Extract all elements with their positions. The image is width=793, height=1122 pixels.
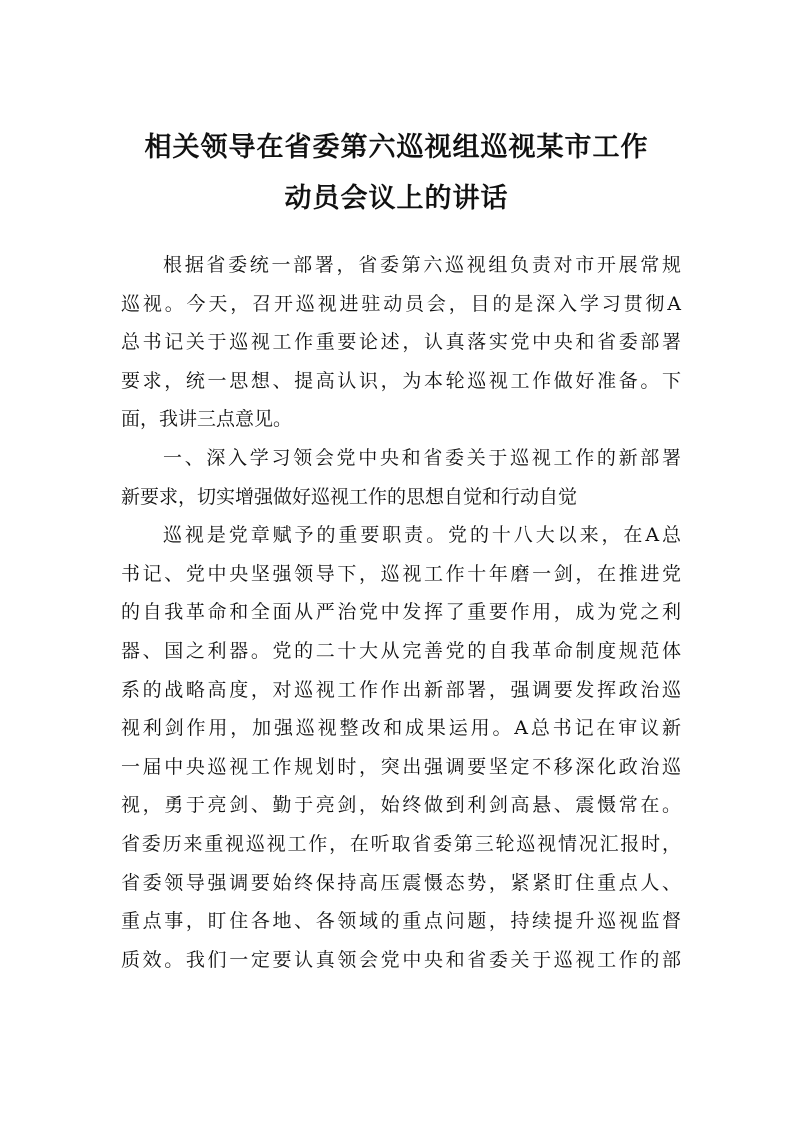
paragraph-line: 重点事，盯住各地、各领域的重点问题，持续提升巡视监督 xyxy=(121,910,681,933)
paragraph-line: 书记、党中央坚强领导下，巡视工作十年磨一剑，在推进党 xyxy=(121,562,681,585)
paragraph-line: 省委领导强调要始终保持高压震慑态势，紧紧盯住重点人、 xyxy=(121,871,681,894)
paragraph-line: 根据省委统一部署，省委第六巡视组负责对市开展常规 xyxy=(163,254,681,276)
paragraph-line: 总书记关于巡视工作重要论述，认真落实党中央和省委部署 xyxy=(121,331,681,354)
section-heading-line: 一、深入学习领会党中央和省委关于巡视工作的新部署 xyxy=(163,446,681,469)
document-title-line-1: 相关领导在省委第六巡视组巡视某市工作 xyxy=(144,132,649,163)
paragraph-line: 的自我革命和全面从严治党中发挥了重要作用，成为党之利 xyxy=(121,601,681,624)
section-heading-line: 新要求，切实增强做好巡视工作的思想自觉和行动自觉 xyxy=(121,485,578,508)
paragraph-line: 器、国之利器。党的二十大从完善党的自我革命制度规范体 xyxy=(121,639,681,662)
paragraph-line: 一届中央巡视工作规划时，突出强调要坚定不移深化政治巡 xyxy=(121,755,681,778)
document-title-line-2: 动员会议上的讲话 xyxy=(284,183,509,214)
paragraph-line: 巡视。今天，召开巡视进驻动员会，目的是深入学习贯彻A xyxy=(121,292,681,315)
paragraph-line: 质效。我们一定要认真领会党中央和省委关于巡视工作的部 xyxy=(121,948,681,971)
paragraph-line: 视利剑作用，加强巡视整改和成果运用。A总书记在审议新 xyxy=(121,717,681,740)
paragraph-line: 要求，统一思想、提高认识，为本轮巡视工作做好准备。下 xyxy=(121,369,681,392)
paragraph-line: 系的战略高度，对巡视工作作出新部署，强调要发挥政治巡 xyxy=(121,678,681,701)
paragraph-line: 省委历来重视巡视工作，在听取省委第三轮巡视情况汇报时， xyxy=(121,832,681,855)
paragraph-line: 面，我讲三点意见。 xyxy=(121,408,293,431)
paragraph-line: 视，勇于亮剑、勤于亮剑，始终做到利剑高悬、震慑常在。 xyxy=(121,794,681,817)
document-body xyxy=(121,246,681,979)
paragraph-line: 巡视是党章赋予的重要职责。党的十八大以来，在A总 xyxy=(163,524,681,547)
